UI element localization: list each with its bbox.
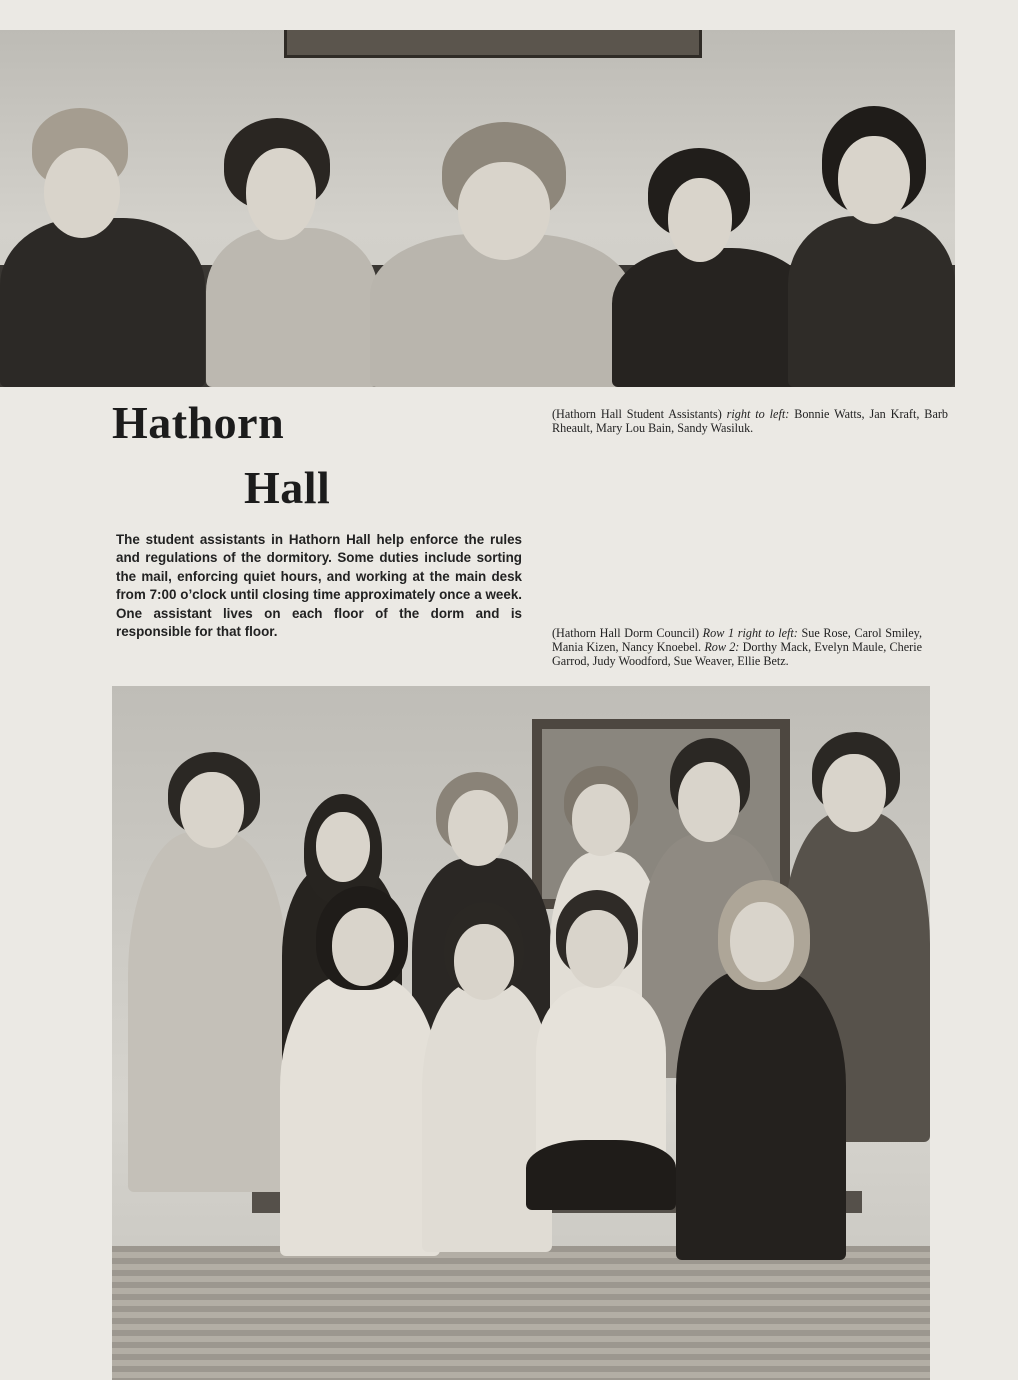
caption-row1-names: Sue Rose, Carol Smiley, Mania Kizen, Nancy Knoebel. (552, 626, 923, 655)
council-member (128, 752, 288, 1312)
student-assistants-photo (0, 30, 955, 387)
council-caption (552, 626, 922, 669)
council-member (526, 890, 676, 1350)
student-assistant (788, 106, 955, 387)
dorm-council-photo (112, 686, 930, 1380)
assistants-caption (552, 407, 948, 435)
page-title-line-2: Hall (244, 462, 331, 513)
caption-row1-direction: Row 1 right to left: (702, 626, 798, 640)
body-paragraph: The student assistants in Hathorn Hall help enforce the rules and regulations of the dormitory. Some duties include sorting the mail, enforcing quiet hours, and working at the main desk from 7:00 o’clock until closing time approximately once a week. One assistant lives on each floor of the dorm and is responsible for that floor. (116, 532, 522, 640)
caption-direction: right to left: (726, 407, 790, 421)
student-assistant (0, 108, 205, 387)
caption-group-name: (Hathorn Hall Student Assistants) (552, 407, 722, 421)
student-assistant (200, 118, 380, 387)
page-title-line-1: Hathorn (112, 397, 285, 448)
wall-frame (284, 30, 702, 58)
caption-names: Bonnie Watts, Jan Kraft, Barb Rheault, Mary Lou Bain, Sandy Wasiluk. (552, 407, 949, 436)
caption-row2-direction: Row 2: (704, 640, 740, 655)
council-member (280, 886, 440, 1366)
council-member (676, 880, 846, 1350)
student-assistant (612, 148, 812, 387)
caption-group-name: (Hathorn Hall Dorm Council) (552, 626, 700, 640)
caption-row2-names: Dorthy Mack, Evelyn Maule, Cherie Garrod, Judy Woodford, Sue Weaver, Ellie Betz. (552, 640, 923, 669)
student-assistant (370, 122, 632, 387)
